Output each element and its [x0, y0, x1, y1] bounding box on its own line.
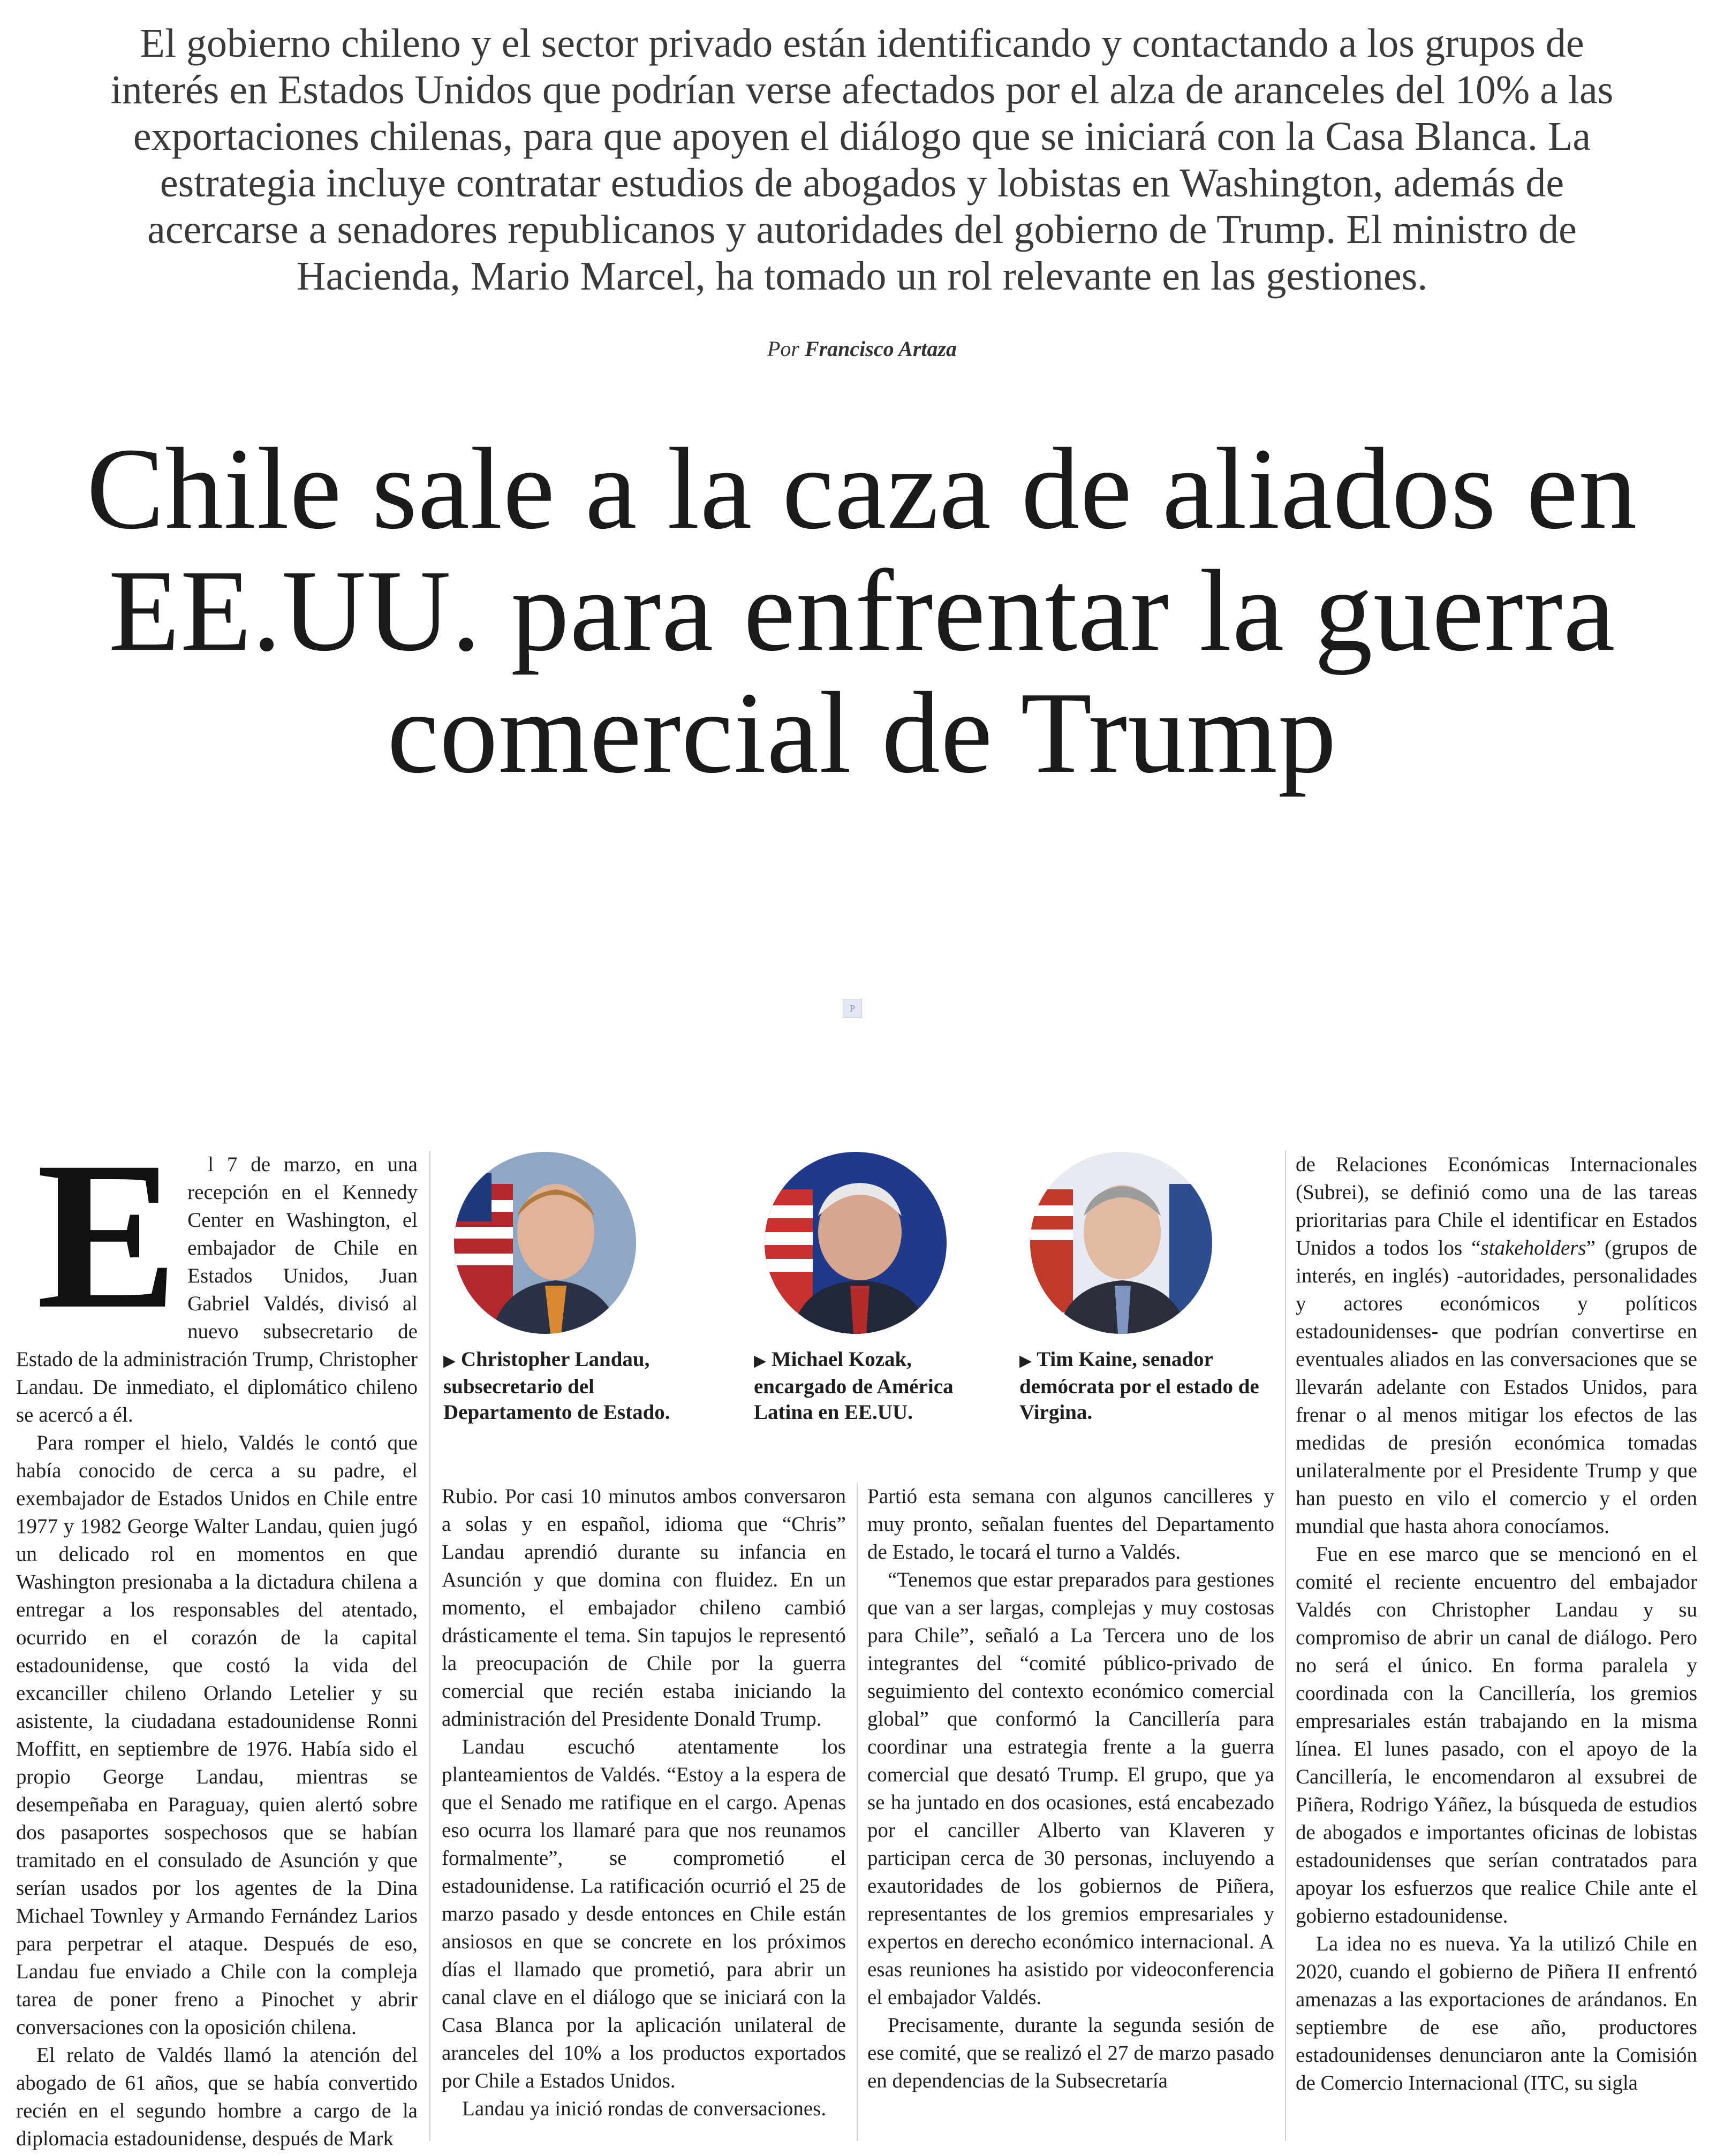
- article-paragraph: “Tenemos que estar preparados para gestiones que van a ser largas, complejas y muy costosas para Chile”, señaló a La Tercera uno de los integrantes del “comité público-privado de seguimiento del contexto económico comercial global” que conformó la Cancillería para coordinar una estrategia frente a la guerra comercial que desató Trump. El grupo, que ya se ha juntado en dos ocasiones, está encabezado por el canciller Alberto van Klaveren y participan cerca de 30 personas, incluyendo a exautoridades de los gobiernos de Piñera, representantes de los gremios empresariales y expertos en derecho económico internacional. A esas reuniones ha asistido por videoconferencia el embajador Valdés.: [867, 1568, 1274, 2009]
- lead-line: El gobierno chileno y el sector privado están identificando y contactando a los grupos de: [140, 21, 1584, 66]
- article-paragraph: Precisamente, durante la segunda sesión de ese comité, que se realizó el 27 de marzo pasado en dependencias de la Subsecretaría: [867, 2014, 1274, 2092]
- article-paragraph: La idea no es nueva. Ya la utilizó Chile en 2020, cuando el gobierno de Piñera II enfrentó amenazas a las exportaciones de arándanos. En septiembre de ese año, productores estadounidenses denunciaron ante la Comisión de Comercio Internacional (ITC, su sigla: [1296, 1932, 1697, 2094]
- caption-arrow-icon: ▶: [443, 1352, 456, 1370]
- headline: [21, 424, 1703, 798]
- article-paragraph: Landau escuchó atentamente los planteamientos de Valdés. “Estoy a la espera de que el Senado me ratifique en el cargo. Apenas eso ocurra los llamaré para que nos reunamos formalmente”, se comprometió el estadounidense. La ratificación ocurrió el 25 de marzo pasado y desde entonces en Chile están ansiosos en que se concrete en los próximos días el llamado que prometió, para abrir un canal clave en el diálogo que se iniciará con la Casa Blanca por la aplicación unilateral de aranceles del 10% a los productos exportados por Chile a Estados Unidos.: [442, 1735, 846, 2092]
- photo-michael-kozak: [765, 1152, 947, 1334]
- caption-arrow-icon: ▶: [1019, 1352, 1032, 1370]
- article-column-2: [442, 1483, 846, 2123]
- headline-line: comercial de Trump: [387, 669, 1337, 798]
- portrait-image: [454, 1152, 636, 1334]
- byline: [0, 336, 1724, 361]
- headline-line: EE.UU. para enfrentar la guerra: [108, 546, 1616, 675]
- article-column-3: [867, 1483, 1274, 2095]
- byline-author: Francisco Artaza: [804, 337, 957, 361]
- portrait-image: [1030, 1152, 1212, 1334]
- lead-line: estrategia incluye contratar estudios de abogados y lobistas en Washington, además de: [160, 161, 1564, 206]
- article-paragraph: de Relaciones Económicas Internacionales (Subrei), se definió como una de las tareas prioritarias para Chile el identificar en Estados Unidos a todos los “stakeholders” (grupos de interés, en inglés) -autoridades, personalidades y actores económicos y políticos estadounidenses- que podrían convertirse en eventuales aliados en las conversaciones que se llevarán adelante con Estados Unidos, para frenar o al menos mitigar los efectos de las medidas de presión económica tomadas unilateralmente por el Presidente Trump y que han puesto en vilo el comercio y el orden mundial que hasta ahora conocíamos.: [1296, 1153, 1697, 1538]
- headline-line: Chile sale a la caza de aliados en: [86, 424, 1638, 553]
- column-rule: [857, 1483, 858, 2141]
- lead-paragraph: [43, 20, 1681, 300]
- lead-line: interés en Estados Unidos que podrían verse afectados por el alza de aranceles del 10% a las: [110, 67, 1614, 112]
- byline-prefix: Por: [767, 337, 799, 361]
- article-paragraph: E l 7 de marzo, en una recepción en el Kennedy Center en Washington, el embajador de Chile en Estados Unidos, Juan Gabriel Valdés, divisó al nuevo subsecretario de Estado de la administración Trump, Christopher Landau. De inmediato, el diplomático chileno se acercó a él.: [16, 1118, 418, 1426]
- lead-line: Hacienda, Mario Marcel, ha tomado un rol relevante en las gestiones.: [296, 254, 1428, 299]
- caption-arrow-icon: ▶: [754, 1352, 767, 1370]
- article-column-1: [16, 1118, 418, 2153]
- photo-christopher-landau: [454, 1152, 636, 1334]
- photo-tim-kaine: [1030, 1152, 1212, 1334]
- lead-line: exportaciones chilenas, para que apoyen el diálogo que se iniciará con la Casa Blanca. La: [133, 114, 1591, 159]
- article-paragraph: Landau ya inició rondas de conversaciones.: [462, 2097, 827, 2120]
- lead-line: acercarse a senadores republicanos y autoridades del gobierno de Trump. El ministro de: [147, 207, 1577, 252]
- column-rule: [1285, 1151, 1286, 2141]
- article-paragraph: Rubio. Por casi 10 minutos ambos conversaron a solas y en español, idioma que “Chris” Landau aprendió durante su infancia en Asunción y que domina con fluidez. En un momento, el embajador chileno cambió drásticamente el tema. Sin tapujos le representó la preocupación de Chile por la guerra comercial que recién estaba iniciando la administración del Presidente Donald Trump.: [442, 1485, 846, 1730]
- photo-caption: ▶ Christopher Landau, subsecretario del Departamento de Estado.: [443, 1348, 670, 1424]
- column-rule: [429, 1151, 430, 2141]
- photo-caption: ▶ Michael Kozak, encargado de América Latina en EE.UU.: [754, 1348, 954, 1424]
- photo-caption: ▶ Tim Kaine, senador demócrata por el estado de Virgina.: [1019, 1348, 1259, 1424]
- portrait-image: [765, 1152, 947, 1334]
- article-paragraph: Para romper el hielo, Valdés le contó que había conocido de cerca a su padre, el exembajador de Estados Unidos en Chile entre 1977 y 1982 George Walter Landau, quien jugó un delicado rol en momentos en que Washington presionaba a la dictadura chilena a entregar a los responsables del atentado, ocurrido en el corazón de la capital estadounidense, que costó la vida del excanciller chileno Orlando Letelier y su asistente, la ciudadana estadounidense Ronni Moffitt, en septiembre de 1976. Había sido el propio George Landau, mientras se desempeñaba en Paraguay, quien alertó sobre dos pasaportes sospechosos que se habían tramitado en el consulado de Asunción y que serían usados por los agentes de la Dina Michael Townley y Armando Fernández Larios para perpetrar el ataque. Después de eso, Landau fue enviado a Chile con la compleja tarea de poner freno a Pinochet y abrir conversaciones con la oposición chilena.: [16, 1431, 418, 2039]
- article-paragraph: El relato de Valdés llamó la atención del abogado de 61 años, que se había convertido recién en el segundo hombre a cargo de la diplomacia estadounidense, después de Mark: [16, 2044, 418, 2150]
- article-column-4: [1296, 1151, 1697, 2097]
- drop-cap: E: [36, 1118, 178, 1353]
- article-paragraph: Fue en ese marco que se mencionó en el comité el reciente encuentro del embajador Valdés con Christopher Landau y su compromiso de abrir un canal de diálogo. Pero no será el único. En forma paralela y coordinada con la Cancillería, los gremios empresariales están trabajando en la misma línea. El lunes pasado, con el apoyo de la Cancillería, le encomendaron al exsubrei de Piñera, Rodrigo Yáñez, la búsqueda de estudios de abogados e importantes oficinas de lobistas estadounidenses que serían contratados para apoyar los esfuerzos que realice Chile ante el gobierno estadounidense.: [1296, 1543, 1697, 1927]
- page-marker-icon: P: [843, 999, 862, 1018]
- article-paragraph: Partió esta semana con algunos cancilleres y muy pronto, señalan fuentes del Departamento de Estado, le tocará el turno a Valdés.: [867, 1485, 1274, 1563]
